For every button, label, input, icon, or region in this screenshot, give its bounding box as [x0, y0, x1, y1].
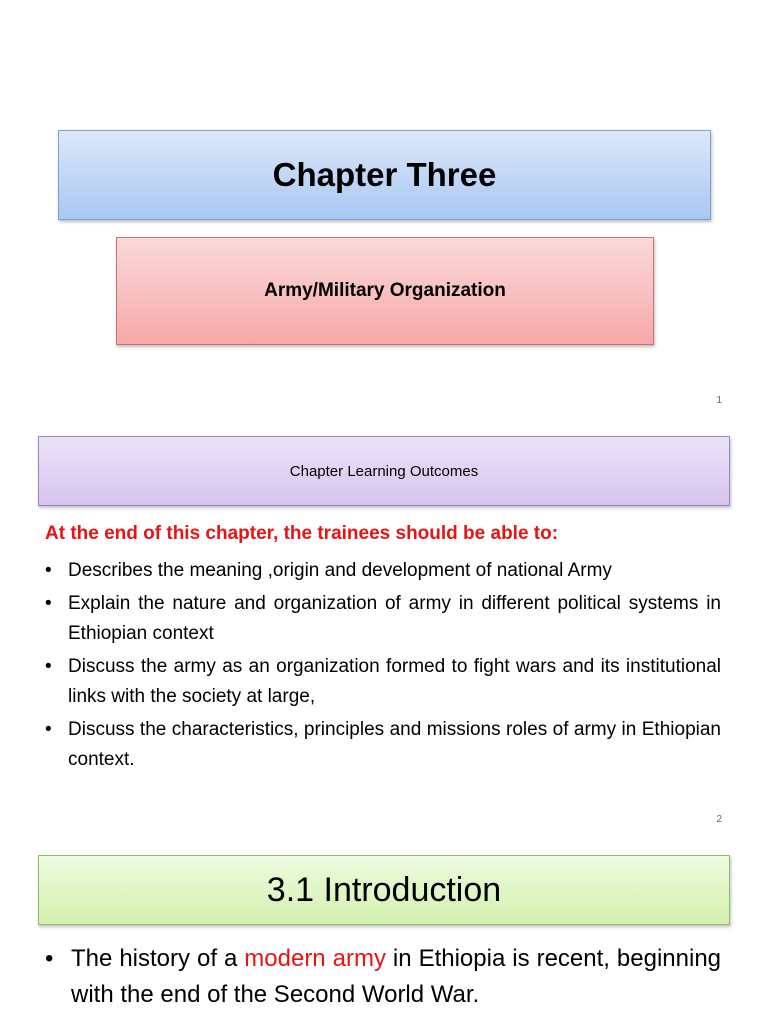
- chapter-title: Chapter Three: [272, 156, 497, 193]
- list-item: • Explain the nature and organization of army in different political systems in Ethiopian context: [45, 589, 721, 649]
- bullet-icon: •: [45, 719, 52, 740]
- introduction-heading: 3.1 Introduction: [266, 870, 502, 909]
- list-item: • Describes the meaning ,origin and development of national Army: [45, 556, 721, 586]
- highlighted-term: modern army: [244, 945, 386, 972]
- list-item: • Discuss the army as an organization formed to fight wars and its institutional links with the society at large,: [45, 652, 721, 712]
- bullet-icon: •: [45, 593, 52, 614]
- chapter-subtitle: Army/Military Organization: [264, 280, 506, 301]
- learning-outcomes-heading-box: [38, 436, 730, 506]
- outcomes-list: [45, 556, 721, 778]
- page-number-2: 2: [716, 814, 722, 825]
- bullet-icon: •: [45, 945, 54, 972]
- outcomes-intro-text: At the end of this chapter, the trainees should be able to:: [45, 523, 559, 544]
- learning-outcomes-heading: Chapter Learning Outcomes: [289, 462, 479, 480]
- page-number-1: 1: [716, 395, 722, 406]
- chapter-title-box: [58, 130, 711, 220]
- introduction-list: [45, 941, 721, 1013]
- bullet-icon: •: [45, 656, 52, 677]
- list-item: • The history of a modern army in Ethiopia is recent, beginning with the end of the Second World War.: [45, 941, 721, 1013]
- chapter-subtitle-box: [116, 237, 654, 345]
- bullet-icon: •: [45, 560, 52, 581]
- introduction-heading-box: [38, 855, 730, 925]
- list-item: • Discuss the characteristics, principles and missions roles of army in Ethiopian context.: [45, 715, 721, 775]
